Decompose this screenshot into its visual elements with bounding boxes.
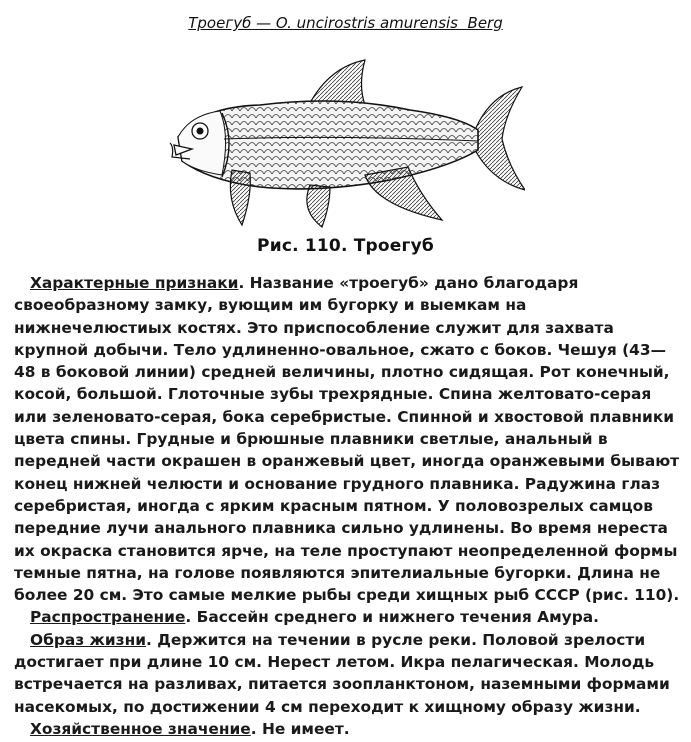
term-economic-value: Хозяйственное значение	[30, 719, 251, 738]
term-lifestyle: Образ жизни	[30, 630, 146, 649]
text-distribution: . Бассейн среднего и нижнего течения Амура.	[185, 608, 599, 627]
paragraph-economic-value	[14, 718, 680, 740]
page-title: Троегуб — O. uncirostris amurensis Berg	[188, 14, 503, 32]
figure-caption: Рис. 110. Троегуб	[257, 236, 434, 256]
text-lifestyle: . Держится на течении в русле реки. Половой зрелости достигает при длине 10 см. Нерест летом. Икра пелагическая. Молодь встречается на разливах, питается зоопланктоном, наземными формами насекомых, по достижении 4 см переходит к хищному образу жизни.	[14, 630, 670, 716]
term-characteristics: Характерные признаки	[30, 274, 239, 292]
text-economic-value: . Не имеет.	[250, 719, 350, 738]
article-body	[14, 272, 680, 740]
text-characteristics: . Название «троегуб» дано благодаря своеобразному замку, вующим им бугорку и выемкам на нижнечелюстиых костях. Это приспособление служит для захвата крупной добычи. Тело удлиненно-овальное, сжато с боков. Чешуя (43—48 в боковой линии) средней величины, плотно сидящая. Рот конечный, косой, большой. Глоточные зубы трехрядные. Спина желтовато-серая или зеленовато-серая, бока серебристые. Спинной и хвостовой плавники цвета спины. Грудные и брюшные плавники светлые, анальный в передней части окрашен в оранжевый цвет, иногда оранжевыми бывают конец нижней челюсти и основание грудного плавника. Радужина глаз серебристая, иногда с ярким красным пятном. У половозрелых самцов передние лучи анального плавника сильно удлинены. Во время нереста их окраска становится ярче, на теле проступают неопределенной формы темные пятна, на голове появляются эпителиальные бугорки. Длина не более 20 см. Это самые мелкие рыбы среди хищных рыб СССР (рис. 110).	[14, 274, 680, 605]
term-distribution: Распространение	[30, 608, 186, 627]
paragraph-lifestyle	[14, 629, 680, 718]
fish-illustration	[160, 55, 525, 235]
paragraph-distribution	[14, 606, 680, 628]
paragraph-characteristics	[14, 272, 680, 606]
